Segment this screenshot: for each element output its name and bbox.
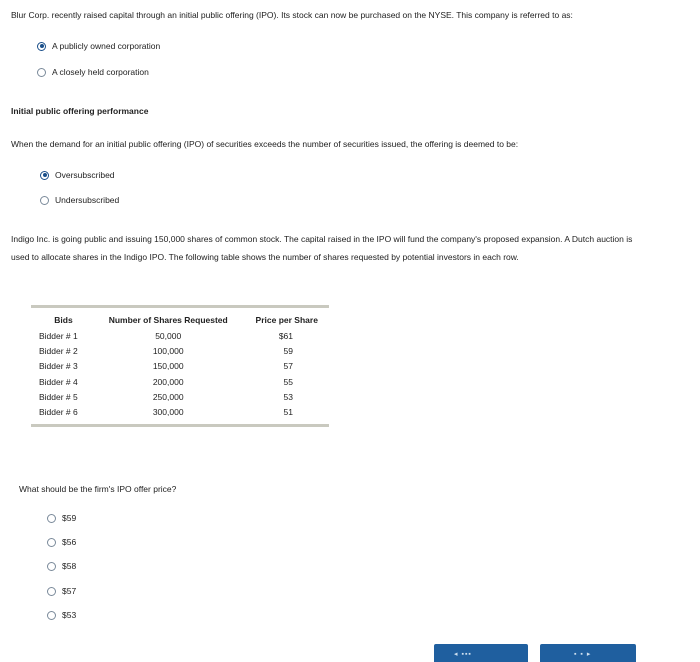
radio-empty-icon[interactable] [47,587,56,596]
price-cell: 51 [283,406,293,417]
bidder-cell: Bidder # 4 [39,376,78,387]
table-row [31,329,329,344]
q1-option-publicly-owned[interactable] [37,41,160,51]
radio-empty-icon[interactable] [37,68,46,77]
radio-selected-icon[interactable] [37,42,46,51]
radio-empty-icon[interactable] [40,196,49,205]
previous-button[interactable] [434,644,528,662]
bidder-cell: Bidder # 3 [39,361,78,372]
section-heading: Initial public offering performance [11,106,149,116]
q2-option-oversubscribed[interactable] [40,170,115,180]
q1-option-closely-held[interactable] [37,67,149,77]
bidder-cell: Bidder # 2 [39,346,78,357]
scenario-text: Indigo Inc. is going public and issuing 150,000 shares of common stock. The capital raised in the IPO will fund the company's proposed expansion. A Dutch auction is used to allocate shares in the Indigo IPO. The following table shows the number of shares requested by potential investors in each row. [11,234,633,262]
table-header-row [31,314,329,329]
next-button[interactable] [540,644,636,662]
q3-prompt: What should be the firm's IPO offer price? [19,484,177,494]
q3-option-58[interactable] [47,561,76,571]
table-row [31,375,329,390]
table-row [31,359,329,374]
q3-option-label: $53 [62,610,77,620]
q3-option-label: $58 [62,561,77,571]
next-arrow-icon: ▪ ▪ ▸ [574,651,592,658]
price-cell: $61 [278,331,293,341]
q3-option-label: $57 [62,586,77,596]
radio-selected-icon[interactable] [40,171,49,180]
bids-table [31,305,329,427]
q3-option-57[interactable] [47,586,76,596]
shares-cell: 250,000 [152,391,184,402]
q3-option-53[interactable] [47,610,76,620]
shares-cell: 100,000 [152,346,184,357]
previous-arrow-icon: ◂ ▪▪▪ [454,651,472,658]
bidder-cell: Bidder # 1 [39,331,78,341]
q2-option-undersubscribed[interactable] [40,195,119,205]
radio-empty-icon[interactable] [47,538,56,547]
price-cell: 59 [283,346,293,357]
q1-option-label: A closely held corporation [52,67,149,77]
q2-option-label: Undersubscribed [55,195,120,205]
q3-option-56[interactable] [47,537,76,547]
bidder-cell: Bidder # 6 [39,406,78,417]
q2-prompt: When the demand for an initial public offering (IPO) of securities exceeds the number of securities issued, the offering is deemed to be: [11,139,519,149]
shares-cell: 150,000 [152,361,184,372]
shares-cell: 300,000 [152,406,184,417]
q3-option-label: $59 [62,513,77,523]
shares-cell: 200,000 [152,376,184,387]
q2-option-label: Oversubscribed [55,170,115,180]
price-cell: 53 [283,391,293,402]
bidder-cell: Bidder # 5 [39,391,78,402]
q1-option-label: A publicly owned corporation [52,41,161,51]
price-cell: 55 [283,376,293,387]
price-cell: 57 [283,361,293,372]
radio-empty-icon[interactable] [47,562,56,571]
radio-empty-icon[interactable] [47,514,56,523]
q1-prompt: Blur Corp. recently raised capital through an initial public offering (IPO). Its stock can now be purchased on the NYSE. This company is referred to as: [11,10,573,20]
table-row [31,390,329,405]
header-bids: Bids [54,315,73,325]
header-price: Price per Share [255,315,318,325]
header-shares: Number of Shares Requested [108,315,228,325]
table-row [31,344,329,359]
q3-option-59[interactable] [47,513,76,523]
q3-option-label: $56 [62,537,77,547]
shares-cell: 50,000 [155,331,182,341]
table-row [31,405,329,420]
radio-empty-icon[interactable] [47,611,56,620]
